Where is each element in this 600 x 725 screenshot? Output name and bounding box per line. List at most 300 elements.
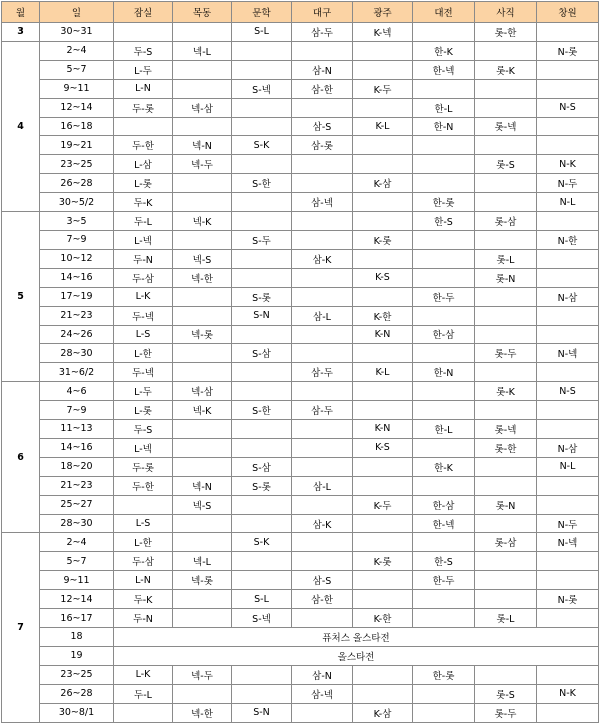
matchup-cell	[413, 249, 475, 268]
date-cell: 23~25	[40, 155, 114, 174]
matchup-cell	[475, 98, 537, 117]
matchup-cell	[537, 665, 599, 684]
matchup-cell: N-두	[537, 174, 599, 193]
matchup-cell	[232, 571, 292, 590]
matchup-cell: 삼-L	[292, 306, 353, 325]
matchup-cell	[292, 344, 353, 363]
matchup-cell	[537, 23, 599, 42]
table-row	[2, 533, 599, 552]
matchup-cell	[353, 457, 413, 476]
matchup-cell	[413, 609, 475, 628]
matchup-cell	[232, 514, 292, 533]
header-cell: 잠실	[114, 2, 173, 23]
matchup-cell	[537, 401, 599, 420]
matchup-cell	[413, 476, 475, 495]
date-cell: 16~18	[40, 117, 114, 136]
table-row	[2, 382, 599, 401]
matchup-cell: 롯-삼	[475, 212, 537, 231]
matchup-cell	[232, 41, 292, 60]
table-row	[2, 344, 599, 363]
matchup-cell: 두-K	[114, 193, 173, 212]
matchup-cell: S-한	[232, 174, 292, 193]
matchup-cell	[475, 401, 537, 420]
matchup-cell: K-N	[353, 420, 413, 439]
date-cell: 19~21	[40, 136, 114, 155]
date-cell: 30~5/2	[40, 193, 114, 212]
table-row	[2, 174, 599, 193]
date-cell: 16~17	[40, 609, 114, 628]
date-cell: 5~7	[40, 552, 114, 571]
matchup-cell: S-L	[232, 23, 292, 42]
matchup-cell	[353, 155, 413, 174]
matchup-cell	[292, 174, 353, 193]
matchup-cell	[114, 703, 173, 722]
matchup-cell: 롯-K	[475, 382, 537, 401]
matchup-cell: L-두	[114, 382, 173, 401]
matchup-cell	[173, 230, 232, 249]
matchup-cell: 롯-S	[475, 684, 537, 703]
date-cell: 21~23	[40, 476, 114, 495]
matchup-cell	[413, 684, 475, 703]
matchup-cell: L-롯	[114, 174, 173, 193]
matchup-cell: K-롯	[353, 552, 413, 571]
matchup-cell	[353, 382, 413, 401]
matchup-cell	[173, 23, 232, 42]
matchup-cell	[232, 420, 292, 439]
matchup-cell	[292, 212, 353, 231]
matchup-cell	[173, 363, 232, 382]
matchup-cell: N-S	[537, 382, 599, 401]
matchup-cell: 삼-한	[292, 79, 353, 98]
matchup-cell: 롯-L	[475, 249, 537, 268]
date-cell: 28~30	[40, 514, 114, 533]
matchup-cell: 넥-L	[173, 41, 232, 60]
matchup-cell: K-롯	[353, 230, 413, 249]
table-row	[2, 155, 599, 174]
matchup-cell	[475, 79, 537, 98]
matchup-cell: 넥-롯	[173, 325, 232, 344]
matchup-cell: L-K	[114, 665, 173, 684]
matchup-cell	[413, 268, 475, 287]
table-row	[2, 571, 599, 590]
matchup-cell: 한-N	[413, 363, 475, 382]
matchup-cell	[413, 230, 475, 249]
matchup-cell: 한-넥	[413, 60, 475, 79]
matchup-cell	[292, 287, 353, 306]
matchup-cell	[353, 193, 413, 212]
table-row	[2, 287, 599, 306]
matchup-cell: N-넥	[537, 344, 599, 363]
matchup-cell: 한-K	[413, 41, 475, 60]
matchup-cell: 두-L	[114, 684, 173, 703]
matchup-cell: 두-S	[114, 420, 173, 439]
table-row	[2, 646, 599, 665]
matchup-cell: 롯-넥	[475, 420, 537, 439]
matchup-cell: K-S	[353, 268, 413, 287]
matchup-cell: K-두	[353, 79, 413, 98]
matchup-cell	[475, 136, 537, 155]
matchup-cell: 한-삼	[413, 325, 475, 344]
matchup-cell	[475, 306, 537, 325]
matchup-cell: 한-롯	[413, 193, 475, 212]
header-cell: 광주	[353, 2, 413, 23]
matchup-cell	[475, 174, 537, 193]
matchup-cell: 삼-K	[292, 514, 353, 533]
matchup-cell	[232, 212, 292, 231]
matchup-cell	[353, 571, 413, 590]
header-cell: 일	[40, 2, 114, 23]
matchup-cell	[232, 60, 292, 79]
date-cell: 2~4	[40, 41, 114, 60]
event-cell: 퓨처스 올스타전	[114, 628, 599, 647]
date-cell: 2~4	[40, 533, 114, 552]
matchup-cell: S-N	[232, 306, 292, 325]
matchup-cell	[292, 609, 353, 628]
table-row	[2, 514, 599, 533]
matchup-cell	[232, 552, 292, 571]
matchup-cell: S-롯	[232, 476, 292, 495]
matchup-cell	[353, 533, 413, 552]
matchup-cell	[292, 533, 353, 552]
table-row	[2, 212, 599, 231]
matchup-cell	[173, 420, 232, 439]
month-cell: 7	[2, 533, 40, 723]
matchup-cell: S-삼	[232, 344, 292, 363]
table-row	[2, 79, 599, 98]
matchup-cell: 두-K	[114, 590, 173, 609]
matchup-cell	[537, 79, 599, 98]
matchup-cell: 두-삼	[114, 552, 173, 571]
matchup-cell: 한-롯	[413, 665, 475, 684]
matchup-cell: S-넥	[232, 609, 292, 628]
header-cell: 문학	[232, 2, 292, 23]
matchup-cell: K-S	[353, 438, 413, 457]
table-row	[2, 98, 599, 117]
matchup-cell: K-넥	[353, 23, 413, 42]
matchup-cell: 롯-삼	[475, 533, 537, 552]
matchup-cell: K-L	[353, 117, 413, 136]
matchup-cell: 넥-삼	[173, 98, 232, 117]
matchup-cell	[537, 703, 599, 722]
date-cell: 14~16	[40, 268, 114, 287]
month-cell: 6	[2, 382, 40, 533]
matchup-cell	[537, 268, 599, 287]
matchup-cell	[232, 325, 292, 344]
matchup-cell: N-K	[537, 684, 599, 703]
matchup-cell: 두-롯	[114, 457, 173, 476]
matchup-cell	[353, 136, 413, 155]
matchup-cell	[475, 230, 537, 249]
matchup-cell: 롯-K	[475, 60, 537, 79]
date-cell: 3~5	[40, 212, 114, 231]
matchup-cell	[475, 571, 537, 590]
table-row	[2, 665, 599, 684]
matchup-cell	[353, 249, 413, 268]
matchup-cell: 한-두	[413, 571, 475, 590]
matchup-cell	[173, 306, 232, 325]
matchup-cell	[475, 325, 537, 344]
matchup-cell: L-S	[114, 325, 173, 344]
matchup-cell: K-한	[353, 609, 413, 628]
matchup-cell: N-L	[537, 193, 599, 212]
matchup-cell	[232, 98, 292, 117]
matchup-cell	[353, 41, 413, 60]
matchup-cell: 두-롯	[114, 98, 173, 117]
table-row	[2, 306, 599, 325]
matchup-cell	[292, 155, 353, 174]
matchup-cell: L-롯	[114, 401, 173, 420]
matchup-cell	[173, 438, 232, 457]
matchup-cell	[232, 495, 292, 514]
matchup-cell: 한-K	[413, 457, 475, 476]
date-cell: 30~8/1	[40, 703, 114, 722]
matchup-cell: S-두	[232, 230, 292, 249]
schedule-table	[1, 1, 599, 723]
matchup-cell	[173, 514, 232, 533]
matchup-cell: 두-삼	[114, 268, 173, 287]
matchup-cell: S-넥	[232, 79, 292, 98]
matchup-cell: 삼-K	[292, 249, 353, 268]
matchup-cell: 한-N	[413, 117, 475, 136]
matchup-cell: 두-S	[114, 41, 173, 60]
matchup-cell: S-K	[232, 533, 292, 552]
matchup-cell	[292, 230, 353, 249]
matchup-cell: S-L	[232, 590, 292, 609]
date-cell: 18	[40, 628, 114, 647]
matchup-cell	[292, 98, 353, 117]
date-cell: 19	[40, 646, 114, 665]
table-row	[2, 60, 599, 79]
matchup-cell: 두-N	[114, 609, 173, 628]
matchup-cell	[537, 306, 599, 325]
table-row	[2, 23, 599, 42]
matchup-cell	[475, 193, 537, 212]
matchup-cell	[292, 268, 353, 287]
table-row	[2, 703, 599, 722]
header-cell: 월	[2, 2, 40, 23]
date-cell: 4~6	[40, 382, 114, 401]
date-cell: 26~28	[40, 684, 114, 703]
matchup-cell	[413, 590, 475, 609]
matchup-cell: L-넥	[114, 438, 173, 457]
matchup-cell	[413, 136, 475, 155]
event-cell: 올스타전	[114, 646, 599, 665]
matchup-cell	[292, 420, 353, 439]
matchup-cell	[232, 665, 292, 684]
matchup-cell: 넥-K	[173, 401, 232, 420]
matchup-cell: 한-L	[413, 420, 475, 439]
table-row	[2, 684, 599, 703]
matchup-cell: 삼-넥	[292, 193, 353, 212]
matchup-cell: 한-삼	[413, 495, 475, 514]
matchup-cell	[413, 79, 475, 98]
matchup-cell	[413, 382, 475, 401]
matchup-cell	[232, 155, 292, 174]
table-row	[2, 420, 599, 439]
matchup-cell	[475, 41, 537, 60]
matchup-cell: 삼-두	[292, 23, 353, 42]
month-cell: 3	[2, 23, 40, 42]
date-cell: 30~31	[40, 23, 114, 42]
matchup-cell: N-롯	[537, 41, 599, 60]
matchup-cell	[353, 684, 413, 703]
month-cell: 4	[2, 41, 40, 211]
matchup-cell	[475, 552, 537, 571]
matchup-cell: 넥-L	[173, 552, 232, 571]
month-cell: 5	[2, 212, 40, 382]
matchup-cell: 넥-삼	[173, 382, 232, 401]
matchup-cell: N-한	[537, 230, 599, 249]
matchup-cell: 한-넥	[413, 514, 475, 533]
matchup-cell	[292, 495, 353, 514]
matchup-cell: 삼-N	[292, 60, 353, 79]
matchup-cell: N-두	[537, 514, 599, 533]
matchup-cell	[173, 117, 232, 136]
matchup-cell: N-L	[537, 457, 599, 476]
matchup-cell	[413, 533, 475, 552]
matchup-cell	[173, 193, 232, 212]
matchup-cell: K-삼	[353, 703, 413, 722]
matchup-cell	[353, 344, 413, 363]
date-cell: 18~20	[40, 457, 114, 476]
matchup-cell	[292, 325, 353, 344]
header-cell: 창원	[537, 2, 599, 23]
matchup-cell: 삼-롯	[292, 136, 353, 155]
matchup-cell	[173, 174, 232, 193]
matchup-cell: 넥-두	[173, 155, 232, 174]
matchup-cell: 넥-N	[173, 136, 232, 155]
table-row	[2, 609, 599, 628]
table-row	[2, 590, 599, 609]
date-cell: 23~25	[40, 665, 114, 684]
header-row	[2, 2, 599, 23]
date-cell: 21~23	[40, 306, 114, 325]
table-row	[2, 117, 599, 136]
matchup-cell	[475, 514, 537, 533]
matchup-cell	[537, 325, 599, 344]
matchup-cell	[173, 533, 232, 552]
matchup-cell: N-롯	[537, 590, 599, 609]
matchup-cell	[232, 438, 292, 457]
matchup-cell	[537, 249, 599, 268]
matchup-cell	[292, 552, 353, 571]
matchup-cell	[475, 476, 537, 495]
matchup-cell	[173, 344, 232, 363]
matchup-cell: K-L	[353, 363, 413, 382]
table-row	[2, 401, 599, 420]
date-cell: 12~14	[40, 98, 114, 117]
matchup-cell	[173, 287, 232, 306]
matchup-cell	[232, 684, 292, 703]
matchup-cell: L-S	[114, 514, 173, 533]
matchup-cell: 두-한	[114, 136, 173, 155]
matchup-cell: 롯-N	[475, 268, 537, 287]
matchup-cell	[413, 401, 475, 420]
matchup-cell: 두-N	[114, 249, 173, 268]
matchup-cell: N-삼	[537, 438, 599, 457]
matchup-cell	[475, 457, 537, 476]
matchup-cell: 넥-K	[173, 212, 232, 231]
matchup-cell: 넥-한	[173, 268, 232, 287]
matchup-cell: L-한	[114, 533, 173, 552]
date-cell: 7~9	[40, 401, 114, 420]
matchup-cell	[173, 60, 232, 79]
matchup-cell	[292, 457, 353, 476]
matchup-cell	[292, 41, 353, 60]
matchup-cell	[537, 609, 599, 628]
matchup-cell: L-K	[114, 287, 173, 306]
matchup-cell: L-두	[114, 60, 173, 79]
matchup-cell	[537, 571, 599, 590]
matchup-cell	[353, 665, 413, 684]
matchup-cell	[537, 552, 599, 571]
matchup-cell: 롯-N	[475, 495, 537, 514]
matchup-cell: 두-L	[114, 212, 173, 231]
header-cell: 대전	[413, 2, 475, 23]
table-row	[2, 41, 599, 60]
matchup-cell: 한-두	[413, 287, 475, 306]
table-row	[2, 438, 599, 457]
matchup-cell	[232, 268, 292, 287]
matchup-cell	[353, 98, 413, 117]
matchup-cell	[537, 495, 599, 514]
date-cell: 10~12	[40, 249, 114, 268]
matchup-cell	[173, 609, 232, 628]
matchup-cell	[232, 249, 292, 268]
matchup-cell: 롯-S	[475, 155, 537, 174]
matchup-cell: 삼-N	[292, 665, 353, 684]
date-cell: 25~27	[40, 495, 114, 514]
matchup-cell	[413, 344, 475, 363]
matchup-cell: L-한	[114, 344, 173, 363]
matchup-cell: 삼-L	[292, 476, 353, 495]
matchup-cell	[537, 420, 599, 439]
matchup-cell: K-한	[353, 306, 413, 325]
table-row	[2, 268, 599, 287]
matchup-cell: S-롯	[232, 287, 292, 306]
table-row	[2, 628, 599, 647]
date-cell: 9~11	[40, 571, 114, 590]
matchup-cell	[413, 155, 475, 174]
matchup-cell	[353, 514, 413, 533]
matchup-cell: L-N	[114, 571, 173, 590]
matchup-cell: L-N	[114, 79, 173, 98]
matchup-cell: 삼-S	[292, 571, 353, 590]
table-row	[2, 193, 599, 212]
table-row	[2, 363, 599, 382]
table-row	[2, 136, 599, 155]
matchup-cell: 삼-한	[292, 590, 353, 609]
matchup-cell: N-넥	[537, 533, 599, 552]
matchup-cell	[413, 703, 475, 722]
matchup-cell	[475, 590, 537, 609]
matchup-cell	[475, 287, 537, 306]
matchup-cell	[353, 212, 413, 231]
matchup-cell: 넥-N	[173, 476, 232, 495]
date-cell: 12~14	[40, 590, 114, 609]
matchup-cell: 삼-S	[292, 117, 353, 136]
matchup-cell: 두-한	[114, 476, 173, 495]
matchup-cell: S-삼	[232, 457, 292, 476]
matchup-cell: 롯-넥	[475, 117, 537, 136]
matchup-cell: S-K	[232, 136, 292, 155]
matchup-cell	[292, 382, 353, 401]
matchup-cell: 롯-한	[475, 23, 537, 42]
matchup-cell: 삼-두	[292, 363, 353, 382]
matchup-cell: N-삼	[537, 287, 599, 306]
date-cell: 31~6/2	[40, 363, 114, 382]
date-cell: 17~19	[40, 287, 114, 306]
